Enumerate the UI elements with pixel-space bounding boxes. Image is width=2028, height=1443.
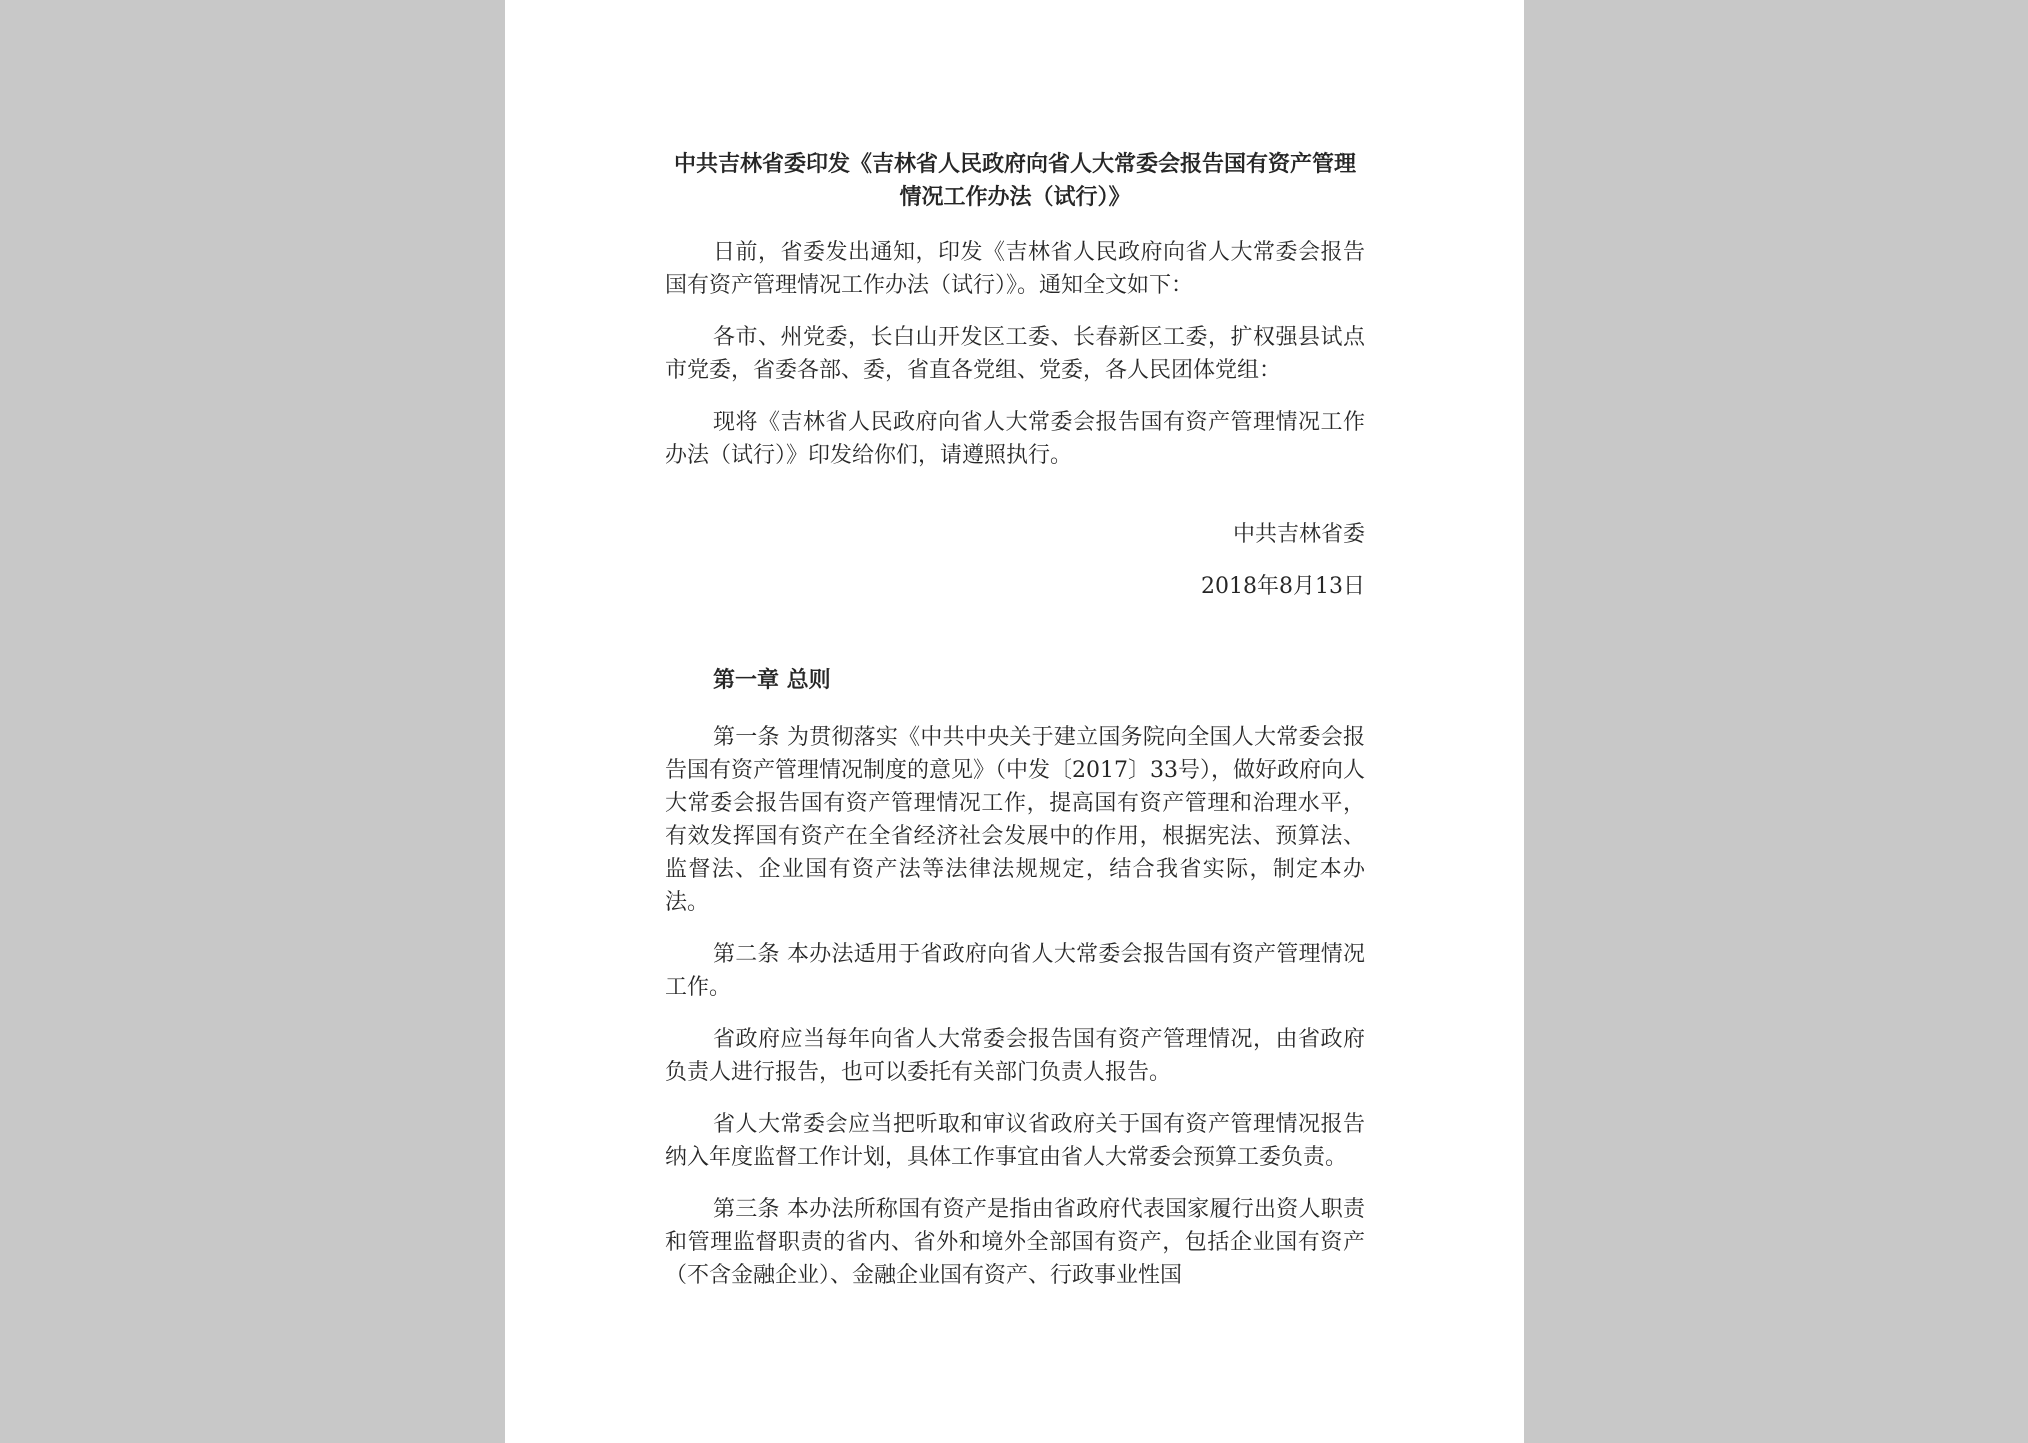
signature-date: 2018年8月13日 [1201,574,1365,599]
signature-organization: 中共吉林省委 [1232,522,1365,547]
addressee-paragraph: 各市、州党委，长白山开发区工委、长春新区工委，扩权强县试点市党委，省委各部、委，省直各党组、党委，各人民团体党组： [665,325,1365,383]
document-page [505,0,1524,1443]
intro-paragraph: 日前，省委发出通知，印发《吉林省人民政府向省人大常委会报告国有资产管理情况工作办法（试行）》。通知全文如下： [665,240,1365,298]
article-3: 第三条 本办法所称国有资产是指由省政府代表国家履行出资人职责和管理监督职责的省内、省外和境外全部国有资产，包括企业国有资产（不含金融企业）、金融企业国有资产、行政事业性国 [665,1197,1365,1288]
document-title: 中共吉林省委印发《吉林省人民政府向省人大常委会报告国有资产管理情况工作办法（试行）》 [673,151,1356,210]
article-2: 第二条 本办法适用于省政府向省人大常委会报告国有资产管理情况工作。 [665,942,1365,1000]
chapter-heading: 第一章 总则 [713,667,831,693]
article-2-paragraph-3: 省人大常委会应当把听取和审议省政府关于国有资产管理情况报告纳入年度监督工作计划，具体工作事宜由省人大常委会预算工委负责。 [665,1112,1365,1170]
notice-paragraph: 现将《吉林省人民政府向省人大常委会报告国有资产管理情况工作办法（试行）》印发给你们，请遵照执行。 [665,410,1365,468]
article-2-paragraph-2: 省政府应当每年向省人大常委会报告国有资产管理情况，由省政府负责人进行报告，也可以委托有关部门负责人报告。 [665,1027,1365,1085]
article-1: 第一条 为贯彻落实《中共中央关于建立国务院向全国人大常委会报告国有资产管理情况制度的意见》（中发〔2017〕33号），做好政府向人大常委会报告国有资产管理情况工作，提高国有资产管理和治理水平，有效发挥国有资产在全省经济社会发展中的作用，根据宪法、预算法、监督法、企业国有资产法等法律法规规定，结合我省实际，制定本办法。 [665,725,1365,915]
document-body [665,148,1365,1311]
